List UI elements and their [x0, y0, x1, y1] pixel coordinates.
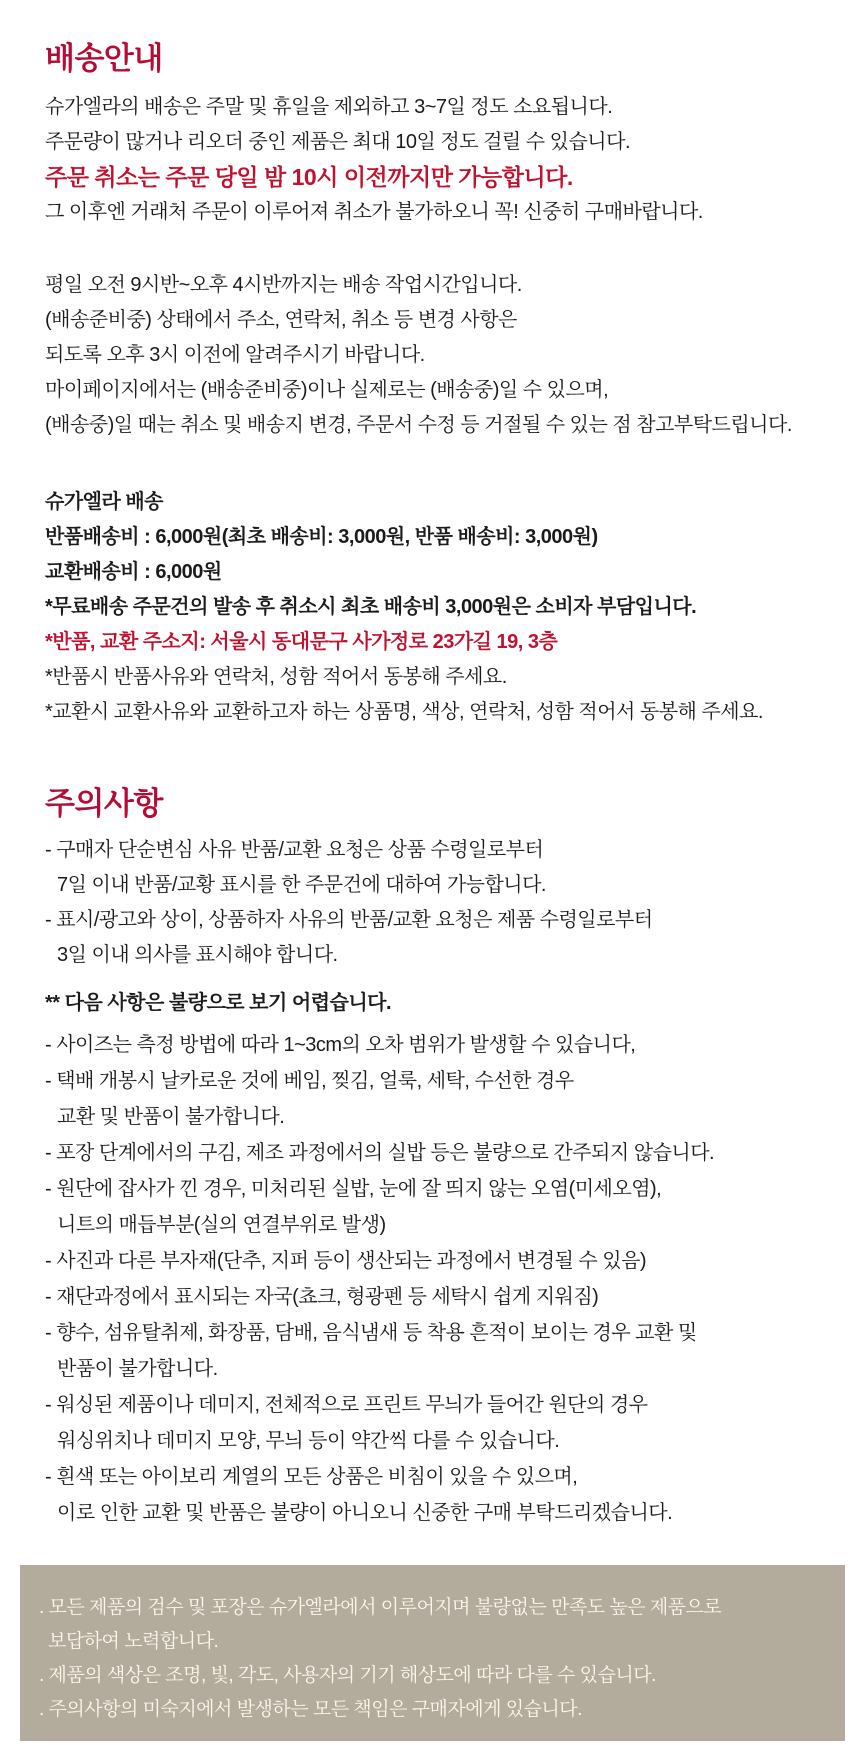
- schedule-line: 평일 오전 9시반~오후 4시반까지는 배송 작업시간입니다.: [45, 274, 522, 296]
- shipping-reorder-line: 주문량이 많거나 리오더 중인 제품은 최대 10일 정도 걸릴 수 있습니다.: [45, 131, 631, 153]
- exchange-enclose-note: *교환시 교환사유와 교환하고자 하는 상품명, 색상, 연락처, 성함 적어서 동봉해 주세요.: [45, 701, 763, 723]
- caution-item: - 사이즈는 측정 방법에 따라 1~3cm의 오차 범위가 발생할 수 있습니다,: [45, 1034, 636, 1056]
- shipping-fees-paragraph: [45, 485, 845, 730]
- caution-item: - 택배 개봉시 날카로운 것에 베임, 찢김, 얼룩, 세탁, 수선한 경우: [45, 1070, 574, 1092]
- footer-line: . 제품의 색상은 조명, 빛, 각도, 사용자의 기기 해상도에 따라 다를 수 있습니다.: [39, 1665, 656, 1686]
- shipping-schedule-paragraph: [45, 268, 845, 443]
- fees-heading: 슈가엘라 배송: [45, 491, 163, 513]
- return-fee-line: 반품배송비 : 6,000원(최초 배송비: 3,000원, 반품 배송비: 3,000원): [45, 526, 598, 548]
- free-shipping-note: *무료배송 주문건의 발송 후 취소시 최초 배송비 3,000원은 소비자 부담입니다.: [45, 596, 697, 618]
- caution-item: - 흰색 또는 아이보리 계열의 모든 상품은 비침이 있을 수 있으며,: [45, 1466, 578, 1488]
- caution-items-list: [45, 1027, 845, 1531]
- caution-item: 교환 및 반품이 불가합니다.: [57, 1106, 285, 1128]
- defect-disclaimer-heading: ** 다음 사항은 불량으로 보기 어렵습니다.: [45, 992, 392, 1014]
- caution-item: - 사진과 다른 부자재(단추, 지퍼 등이 생산되는 과정에서 변경될 수 있음): [45, 1250, 647, 1272]
- caution-item: - 원단에 잡사가 낀 경우, 미처리된 실밥, 눈에 잘 띄지 않는 오염(미세오염),: [45, 1178, 662, 1200]
- schedule-line: (배송중)일 때는 취소 및 배송지 변경, 주문서 수정 등 거절될 수 있는 점 참고부탁드립니다.: [45, 414, 792, 436]
- footer-line: 보답하여 노력합니다.: [48, 1631, 219, 1652]
- caution-item: 이로 인한 교환 및 반품은 불량이 아니오니 신중한 구매 부탁드리겠습니다.: [57, 1502, 673, 1524]
- shipping-duration-line: 슈가엘라의 배송은 주말 및 휴일을 제외하고 3~7일 정도 소요됩니다.: [45, 96, 613, 118]
- footer-line: . 모든 제품의 검수 및 포장은 슈가엘라에서 이루어지며 불량없는 만족도 높은 제품으로: [39, 1597, 722, 1618]
- caution-intro-line: 3일 이내 의사를 표시해야 합니다.: [57, 944, 338, 966]
- caution-item: 니트의 매듭부분(실의 연결부위로 발생): [57, 1214, 386, 1236]
- shipping-section-title: 배송안내: [45, 41, 163, 76]
- caution-item: - 재단과정에서 표시되는 자국(쵸크, 형광펜 등 세탁시 쉽게 지워짐): [45, 1286, 599, 1308]
- caution-intro-line: - 표시/광고와 상이, 상품하자 사유의 반품/교환 요청은 제품 수령일로부터: [45, 909, 653, 931]
- caution-intro-paragraph: [45, 833, 845, 973]
- caution-intro-line: 7일 이내 반품/교황 표시를 한 주문건에 대하여 가능합니다.: [57, 874, 546, 896]
- cancel-deadline-notice: 주문 취소는 주문 당일 밤 10시 이전까지만 가능합니다.: [45, 164, 573, 190]
- exchange-fee-line: 교환배송비 : 6,000원: [45, 561, 222, 583]
- return-enclose-note: *반품시 반품사유와 연락처, 성함 적어서 동봉해 주세요.: [45, 666, 507, 688]
- caution-item: - 향수, 섬유탈취제, 화장품, 담배, 음식냄새 등 착용 흔적이 보이는 경우 교환 및: [45, 1322, 697, 1344]
- caution-intro-line: - 구매자 단순변심 사유 반품/교환 요청은 상품 수령일로부터: [45, 839, 544, 861]
- caution-item: - 워싱된 제품이나 데미지, 전체적으로 프린트 무늬가 들어간 원단의 경우: [45, 1394, 648, 1416]
- footer-line: . 주의사항의 미숙지에서 발생하는 모든 책임은 구매자에게 있습니다.: [39, 1699, 582, 1720]
- shipping-intro-paragraph: [45, 90, 845, 230]
- return-address-line: *반품, 교환 주소지: 서울시 동대문구 사가정로 23가길 19, 3층: [45, 631, 558, 653]
- caution-section-title: 주의사항: [45, 786, 163, 821]
- caution-item: - 포장 단계에서의 구김, 제조 과정에서의 실밥 등은 불량으로 간주되지 않습니다.: [45, 1142, 715, 1164]
- schedule-line: 되도록 오후 3시 이전에 알려주시기 바랍니다.: [45, 344, 425, 366]
- footer-notice-box: [20, 1565, 845, 1741]
- cancel-warning-line: 그 이후엔 거래처 주문이 이루어져 취소가 불가하오니 꼭! 신중히 구매바랍니다.: [45, 201, 703, 223]
- schedule-line: 마이페이지에서는 (배송준비중)이나 실제로는 (배송중)일 수 있으며,: [45, 379, 609, 401]
- schedule-line: (배송준비중) 상태에서 주소, 연락처, 취소 등 변경 사항은: [45, 309, 517, 331]
- caution-item: 워싱위치나 데미지 모양, 무늬 등이 약간씩 다를 수 있습니다.: [57, 1430, 560, 1452]
- caution-item: 반품이 불가합니다.: [57, 1358, 218, 1380]
